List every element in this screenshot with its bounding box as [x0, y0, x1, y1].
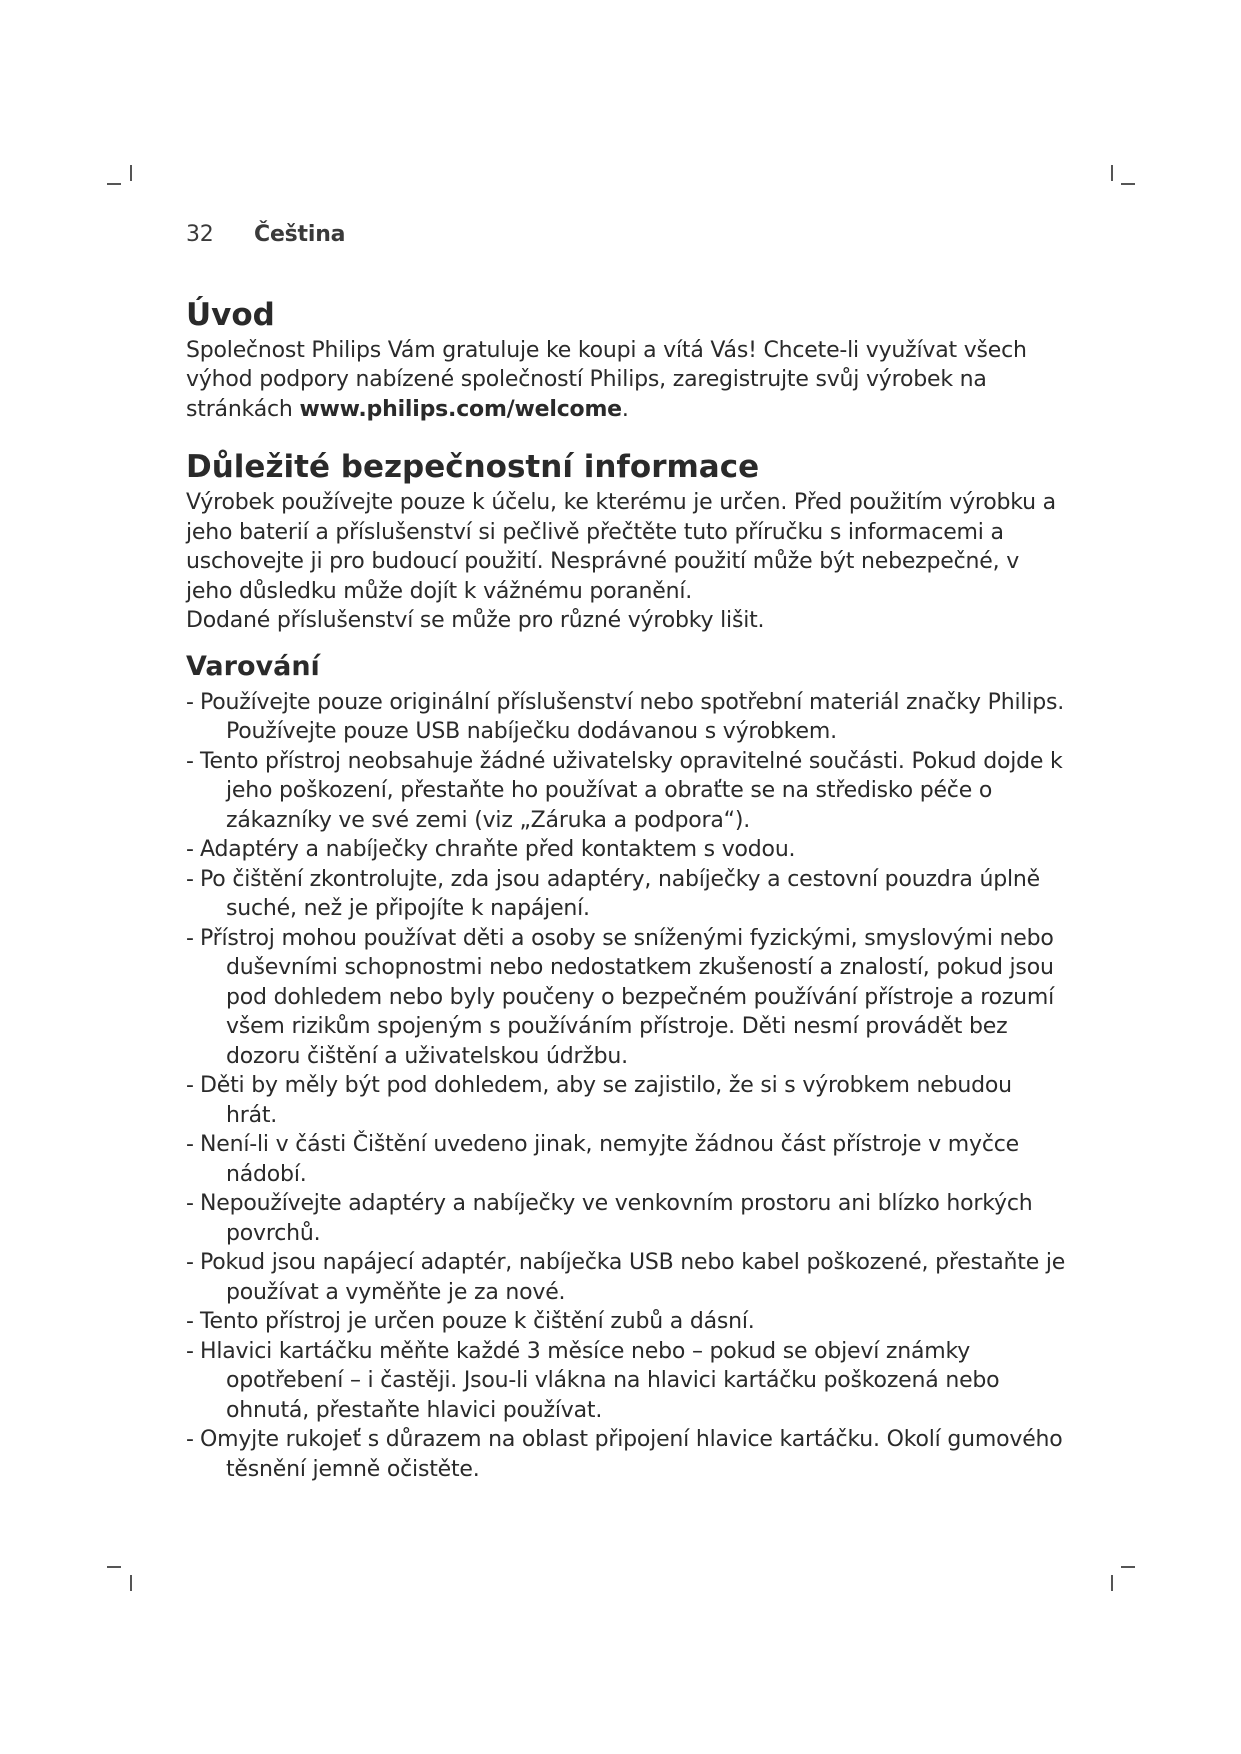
crop-mark	[1111, 1575, 1113, 1591]
crop-mark	[130, 1575, 132, 1591]
list-item: - Adaptéry a nabíječky chraňte před kontaktem s vodou.	[186, 837, 796, 862]
list-item: - Hlavici kartáčku měňte každé 3 měsíce nebo – pokud se objeví známky opotřebení – i častěji. Jsou-li vlákna na hlavici kartáčku poškozená nebo ohnutá, přestaňte hlavici používat.	[186, 1338, 1000, 1423]
list-item: - Pokud jsou napájecí adaptér, nabíječka USB nebo kabel poškozené, přestaňte je používat a vyměňte je za nové.	[186, 1250, 1066, 1305]
crop-mark	[130, 165, 132, 181]
list-item: - Děti by měly být pod dohledem, aby se zajistilo, že si s výrobkem nebudou hrát.	[186, 1073, 1012, 1128]
safety-heading: Důležité bezpečnostní informace	[186, 449, 760, 485]
safety-paragraph: Výrobek používejte pouze k účelu, ke kterému je určen. Před použitím výrobku a jeho baterií a příslušenství si pečlivě přečtěte tuto příručku s informacemi a uschovejte ji pro budoucí použití. Nesprávné použití může být nebezpečné, v jeho důsledku může dojít k vážnému poranění.	[186, 490, 1056, 604]
list-item: - Nepoužívejte adaptéry a nabíječky ve venkovním prostoru ani blízko horkých povrchů.	[186, 1191, 1033, 1246]
page-number: 32	[186, 222, 214, 247]
page-content	[186, 220, 1066, 1484]
warnings-heading: Varování	[186, 650, 320, 682]
welcome-url[interactable]: www.philips.com/welcome	[299, 396, 622, 422]
list-item: - Tento přístroj je určen pouze k čištění zubů a dásní.	[186, 1309, 755, 1334]
running-header	[186, 220, 1066, 250]
list-item: - Po čištění zkontrolujte, zda jsou adaptéry, nabíječky a cestovní pouzdra úplně suché, než je připojíte k napájení.	[186, 866, 1040, 921]
list-item: - Používejte pouze originální příslušenství nebo spotřební materiál značky Philips. Používejte pouze USB nabíječku dodávanou s výrobkem.	[186, 689, 1065, 744]
language-label: Čeština	[254, 222, 346, 247]
list-item: - Tento přístroj neobsahuje žádné uživatelsky opravitelné součásti. Pokud dojde k jeho poškození, přestaňte ho používat a obraťte se na středisko péče o zákazníky ve své zemi (viz „Záruka a podpora“).	[186, 748, 1063, 833]
list-item: - Omyjte rukojeť s důrazem na oblast připojení hlavice kartáčku. Okolí gumového těsnění jemně očistěte.	[186, 1427, 1063, 1482]
crop-mark	[107, 183, 121, 185]
list-item: - Není-li v části Čištění uvedeno jinak, nemyjte žádnou část přístroje v myčce nádobí.	[186, 1132, 1019, 1187]
intro-heading: Úvod	[186, 296, 275, 333]
list-item: - Přístroj mohou používat děti a osoby se sníženými fyzickými, smyslovými nebo duševními schopnostmi nebo nedostatkem zkušeností a znalostí, pokud jsou pod dohledem nebo byly poučeny o bezpečném používání přístroje a rozumí všem rizikům spojeným s používáním přístroje. Děti nesmí provádět bez dozoru čištění a uživatelskou údržbu.	[186, 925, 1055, 1069]
accessories-note: Dodané příslušenství se může pro různé výrobky lišit.	[186, 608, 765, 633]
crop-mark	[1121, 183, 1135, 185]
intro-paragraph: Společnost Philips Vám gratuluje ke koupi a vítá Vás! Chcete-li využívat všech výhod podpory nabízené společností Philips, zaregistrujte svůj výrobek na stránkách www.philips.com/welcome.	[186, 337, 1027, 422]
warnings-list	[186, 688, 1066, 1485]
crop-mark	[1111, 165, 1113, 181]
crop-mark	[1121, 1566, 1135, 1568]
crop-mark	[107, 1566, 121, 1568]
